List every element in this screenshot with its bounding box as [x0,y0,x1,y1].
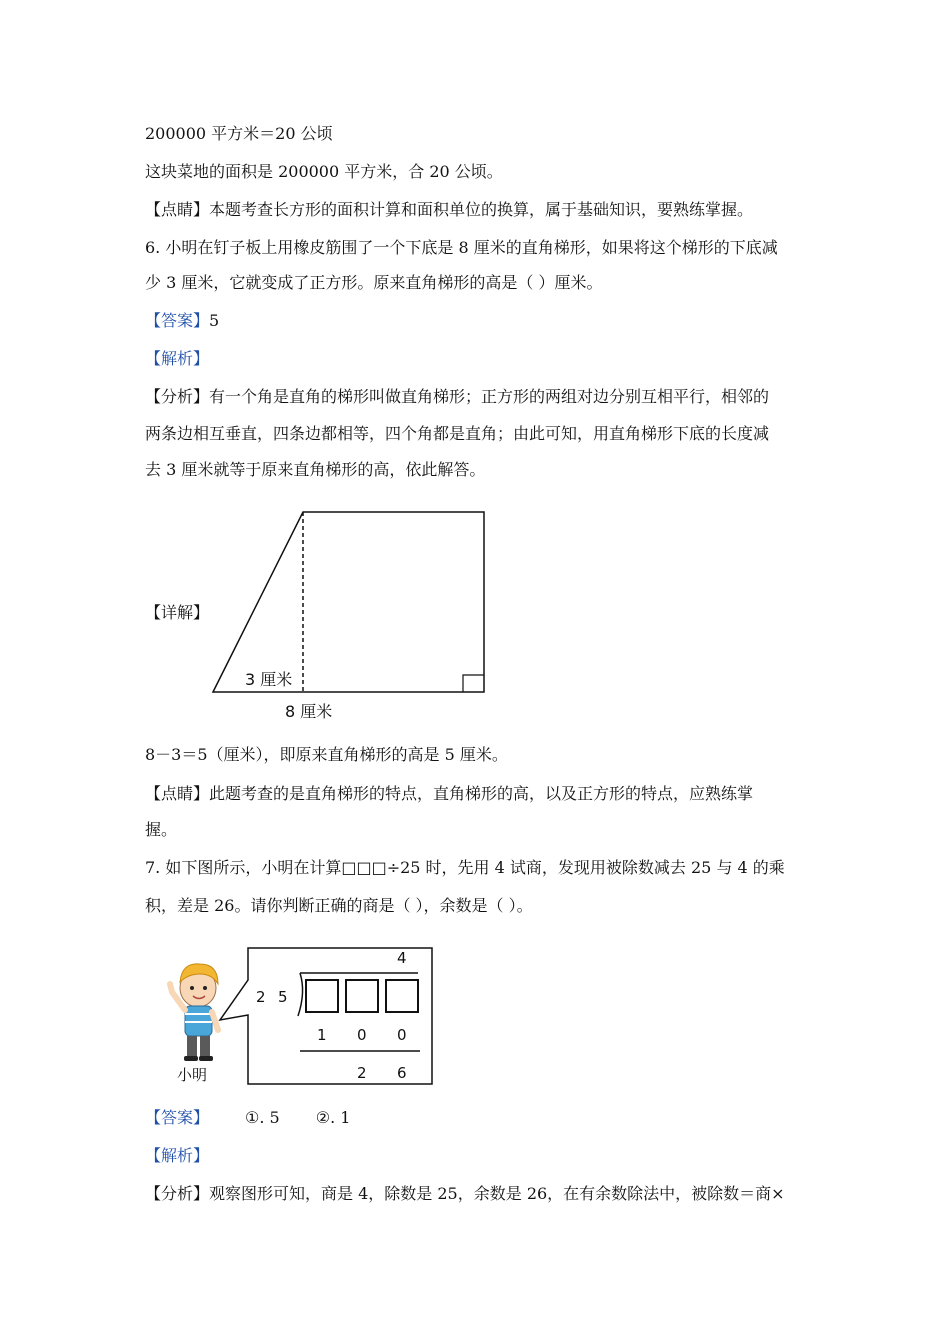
boy-icon [170,964,218,1061]
analysis-line-1 [145,387,769,407]
dianjing-line-1 [145,784,753,804]
divisor-digit-2: 5 [278,988,288,1006]
quotient-digit: 4 [397,949,407,967]
tag-dianjing: 【点睛】 [145,784,210,803]
label-8cm: 8 厘米 [285,702,333,721]
text-line [145,200,753,220]
question-6-line-1: 6. 小明在钉子板上用橡皮筋围了一个下底是 8 厘米的直角梯形，如果将这个梯形的下底减 [145,238,778,257]
tag-answer: 【答案】 [145,311,210,330]
dianjing-line-2: 握。 [145,820,178,839]
answer-2: ②. 1 [315,1108,351,1127]
answer-line [145,1108,350,1128]
remainder-digit: 6 [397,1064,407,1082]
tag-fenxi: 【分析】 [145,1184,210,1203]
trapezoid-figure [205,505,495,725]
answer-1: ①. 5 [245,1108,280,1127]
analysis-line-2: 两条边相互垂直，四条边都相等，四个角都是直角；由此可知，用直角梯形下底的长度减 [145,424,770,443]
product-digit: 0 [397,1026,407,1044]
label-3cm: 3 厘米 [245,670,293,689]
text-line: 200000 平方米＝20 公顷 [145,124,333,143]
remainder-digit: 2 [357,1064,367,1082]
product-digit: 1 [317,1026,327,1044]
dianjing-text: 本题考查长方形的面积计算和面积单位的换算，属于基础知识，要熟练掌握。 [209,200,754,219]
analysis-line-3: 去 3 厘米就等于原来直角梯形的高，依此解答。 [145,460,486,479]
tag-answer: 【答案】 [145,1108,210,1127]
tag-dianjing: 【点睛】 [145,200,210,219]
boy-name: 小明 [177,1066,208,1084]
question-6-line-2: 少 3 厘米，它就变成了正方形。原来直角梯形的高是（ ）厘米。 [145,273,603,292]
product-digit: 0 [357,1026,367,1044]
tag-analysis: 【解析】 [145,349,210,368]
division-figure [160,940,450,1090]
answer-line [145,311,219,331]
calc-line: 8－3＝5（厘米），即原来直角梯形的高是 5 厘米。 [145,745,508,764]
tag-detail: 【详解】 [145,603,210,622]
fenxi-text: 有一个角是直角的梯形叫做直角梯形；正方形的两组对边分别互相平行，相邻的 [209,387,770,406]
fenxi-text: 观察图形可知，商是 4，除数是 25，余数是 26，在有余数除法中，被除数＝商× [209,1184,785,1203]
tag-analysis: 【解析】 [145,1146,210,1165]
analysis-line-1 [145,1184,785,1204]
dianjing-text: 此题考查的是直角梯形的特点，直角梯形的高，以及正方形的特点，应熟练掌 [209,784,754,803]
text-line: 这块菜地的面积是 200000 平方米，合 20 公顷。 [145,162,503,181]
tag-fenxi: 【分析】 [145,387,210,406]
divisor-digit-1: 2 [256,988,266,1006]
answer-value: 5 [209,311,220,330]
question-7-line-2: 积，差是 26。请你判断正确的商是（ ），余数是（ ）。 [145,896,533,915]
question-7-line-1: 7. 如下图所示，小明在计算□□□÷25 时，先用 4 试商，发现用被除数减去 25 与 4 的乘 [145,858,785,877]
